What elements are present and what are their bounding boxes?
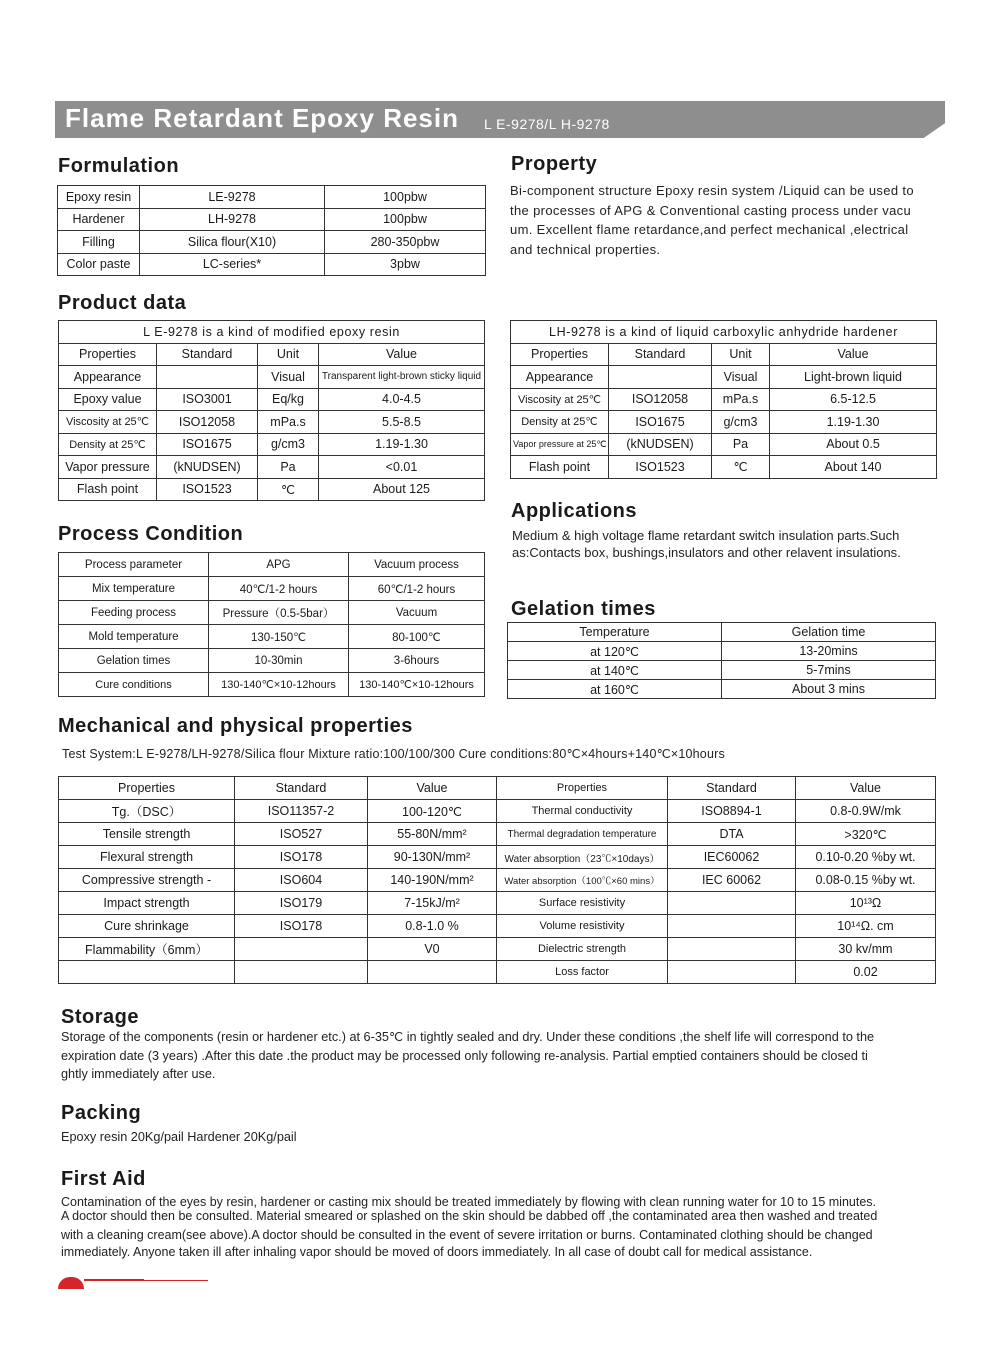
- formulation-table: [57, 185, 486, 276]
- first-aid-heading: First Aid: [61, 1168, 146, 1190]
- storage-heading: Storage: [61, 1006, 139, 1028]
- table-row: Flexural strength ISO178 90-130N/mm² Water absorption（23℃×10days） IEC60062 0.10-0.20 %by wt.: [59, 846, 936, 869]
- gelation-table: [507, 622, 936, 699]
- table-row: Filling Silica flour(X10) 280-350pbw: [58, 231, 486, 254]
- footer-accent-dot: [58, 1277, 84, 1289]
- storage-text: Storage of the components (resin or hardener etc.) at 6-35℃ in tightly sealed and dry. Under these conditions ,the shelf life will correspond to the expiration date (3 years) .After this date .the product may be processed only following re-analysis. Partial emptied containers should be closed ti ghtly immediately after use.: [61, 1030, 875, 1081]
- table-row: at 120℃ 13-20mins: [508, 642, 936, 661]
- first-aid-text: Contamination of the eyes by resin, hardener or casting mix should be treated immediately by flowing with clean running water for 10 to 15 minutes. A doctor should then be consulted. Material smeared or splashed on the skin should be dabbed off ,the contaminated area then washed and treated with a cleaning cream(see above).A doctor should be consulted in the event of severe irritation or burns. Contaminated clothing should be changed immediately. Anyone taken ill after inhaling vapor should be moved of doors immediately. In all case of doubt call for medical assistance.: [61, 1195, 878, 1259]
- table-row: Mold temperature 130-150℃ 80-100℃: [59, 625, 485, 649]
- table-row: Cure conditions 130-140℃×10-12hours 130-140℃×10-12hours: [59, 673, 485, 697]
- resin-data-table: [58, 320, 485, 501]
- property-text: Bi-component structure Epoxy resin system /Liquid can be used to the processes of APG & Conventional casting process under vacu um. Excellent flame retardance,and perfect mechanical ,electrical and technical properties.: [510, 183, 914, 257]
- gelation-heading: Gelation times: [511, 598, 656, 620]
- table-header-row: Temperature Gelation time: [508, 623, 936, 642]
- process-condition-table: [58, 552, 485, 697]
- table-row: at 140℃ 5-7mins: [508, 661, 936, 680]
- product-data-heading: Product data: [58, 292, 187, 314]
- table-caption-row: LH-9278 is a kind of liquid carboxylic anhydride hardener: [511, 321, 937, 344]
- table-row: Flash point ISO1523 ℃ About 125: [59, 478, 485, 501]
- table-row: Compressive strength - ISO604 140-190N/mm² Water absorption（100℃×60 mins） IEC 60062 0.08-0.15 %by wt.: [59, 869, 936, 892]
- test-system-text: Test System:L E-9278/LH-9278/Silica flour Mixture ratio:100/100/300 Cure conditions:80℃×4hours+140℃×10hours: [62, 747, 725, 761]
- property-heading: Property: [511, 153, 598, 175]
- table-header-row: Properties Standard Unit Value: [59, 343, 485, 366]
- table-row: Epoxy resin LE-9278 100pbw: [58, 186, 486, 209]
- table-row: Density at 25℃ ISO1675 g/cm3 1.19-1.30: [59, 433, 485, 456]
- table-row: Appearance Visual Transparent light-brown sticky liquid: [59, 366, 485, 389]
- table-row: Viscosity at 25℃ ISO12058 mPa.s 6.5-12.5: [511, 388, 937, 411]
- mechanical-heading: Mechanical and physical properties: [58, 715, 413, 737]
- packing-heading: Packing: [61, 1102, 142, 1124]
- table-row: Flammability（6mm） V0 Dielectric strength 30 kv/mm: [59, 938, 936, 961]
- process-condition-heading: Process Condition: [58, 523, 244, 545]
- table-row: Gelation times 10-30min 3-6hours: [59, 649, 485, 673]
- table-header-row: Process parameter APG Vacuum process: [59, 553, 485, 577]
- footer-accent: [58, 1277, 208, 1283]
- table-row: Tg.（DSC） ISO11357-2 100-120℃ Thermal conductivity ISO8894-1 0.8-0.9W/mk: [59, 800, 936, 823]
- table-row: Vapor pressure at 25℃ (kNUDSEN) Pa About 0.5: [511, 433, 937, 456]
- table-row: Impact strength ISO179 7-15kJ/m² Surface resistivity 10¹³Ω: [59, 892, 936, 915]
- page-title: Flame Retardant Epoxy Resin: [65, 103, 459, 133]
- footer-accent-red-line: [84, 1280, 208, 1281]
- page-subtitle: L E-9278/L H-9278: [484, 116, 610, 132]
- table-row: Epoxy value ISO3001 Eq/kg 4.0-4.5: [59, 388, 485, 411]
- formulation-heading: Formulation: [58, 155, 180, 177]
- packing-text: Epoxy resin 20Kg/pail Hardener 20Kg/pail: [61, 1130, 297, 1144]
- table-row: Density at 25℃ ISO1675 g/cm3 1.19-1.30: [511, 411, 937, 434]
- applications-text: Medium & high voltage flame retardant switch insulation parts.Such as:Contacts box, bushings,insulators and other relavent insulations.: [512, 528, 901, 560]
- table-row: Feeding process Pressure（0.5-5bar） Vacuum: [59, 601, 485, 625]
- table-row: at 160℃ About 3 mins: [508, 680, 936, 699]
- table-row: Appearance Visual Light-brown liquid: [511, 366, 937, 389]
- table-header-row: Properties Standard Unit Value: [511, 343, 937, 366]
- table-row: Flash point ISO1523 ℃ About 140: [511, 456, 937, 479]
- table-row: Color paste LC-series* 3pbw: [58, 253, 486, 276]
- applications-heading: Applications: [511, 500, 638, 522]
- table-row: Mix temperature 40℃/1-2 hours 60℃/1-2 hours: [59, 577, 485, 601]
- table-caption-row: L E-9278 is a kind of modified epoxy resin: [59, 321, 485, 344]
- table-row: Hardener LH-9278 100pbw: [58, 208, 486, 231]
- mechanical-table: [58, 776, 936, 984]
- table-row: Tensile strength ISO527 55-80N/mm² Thermal degradation temperature DTA >320℃: [59, 823, 936, 846]
- table-header-row: Properties Standard Value Properties Standard Value: [59, 777, 936, 800]
- table-row: Cure shrinkage ISO178 0.8-1.0 % Volume resistivity 10¹⁴Ω. cm: [59, 915, 936, 938]
- hardener-data-table: [510, 320, 937, 479]
- table-row: Vapor pressure (kNUDSEN) Pa <0.01: [59, 456, 485, 479]
- table-row: Viscosity at 25℃ ISO12058 mPa.s 5.5-8.5: [59, 411, 485, 434]
- table-row: Loss factor 0.02: [59, 961, 936, 984]
